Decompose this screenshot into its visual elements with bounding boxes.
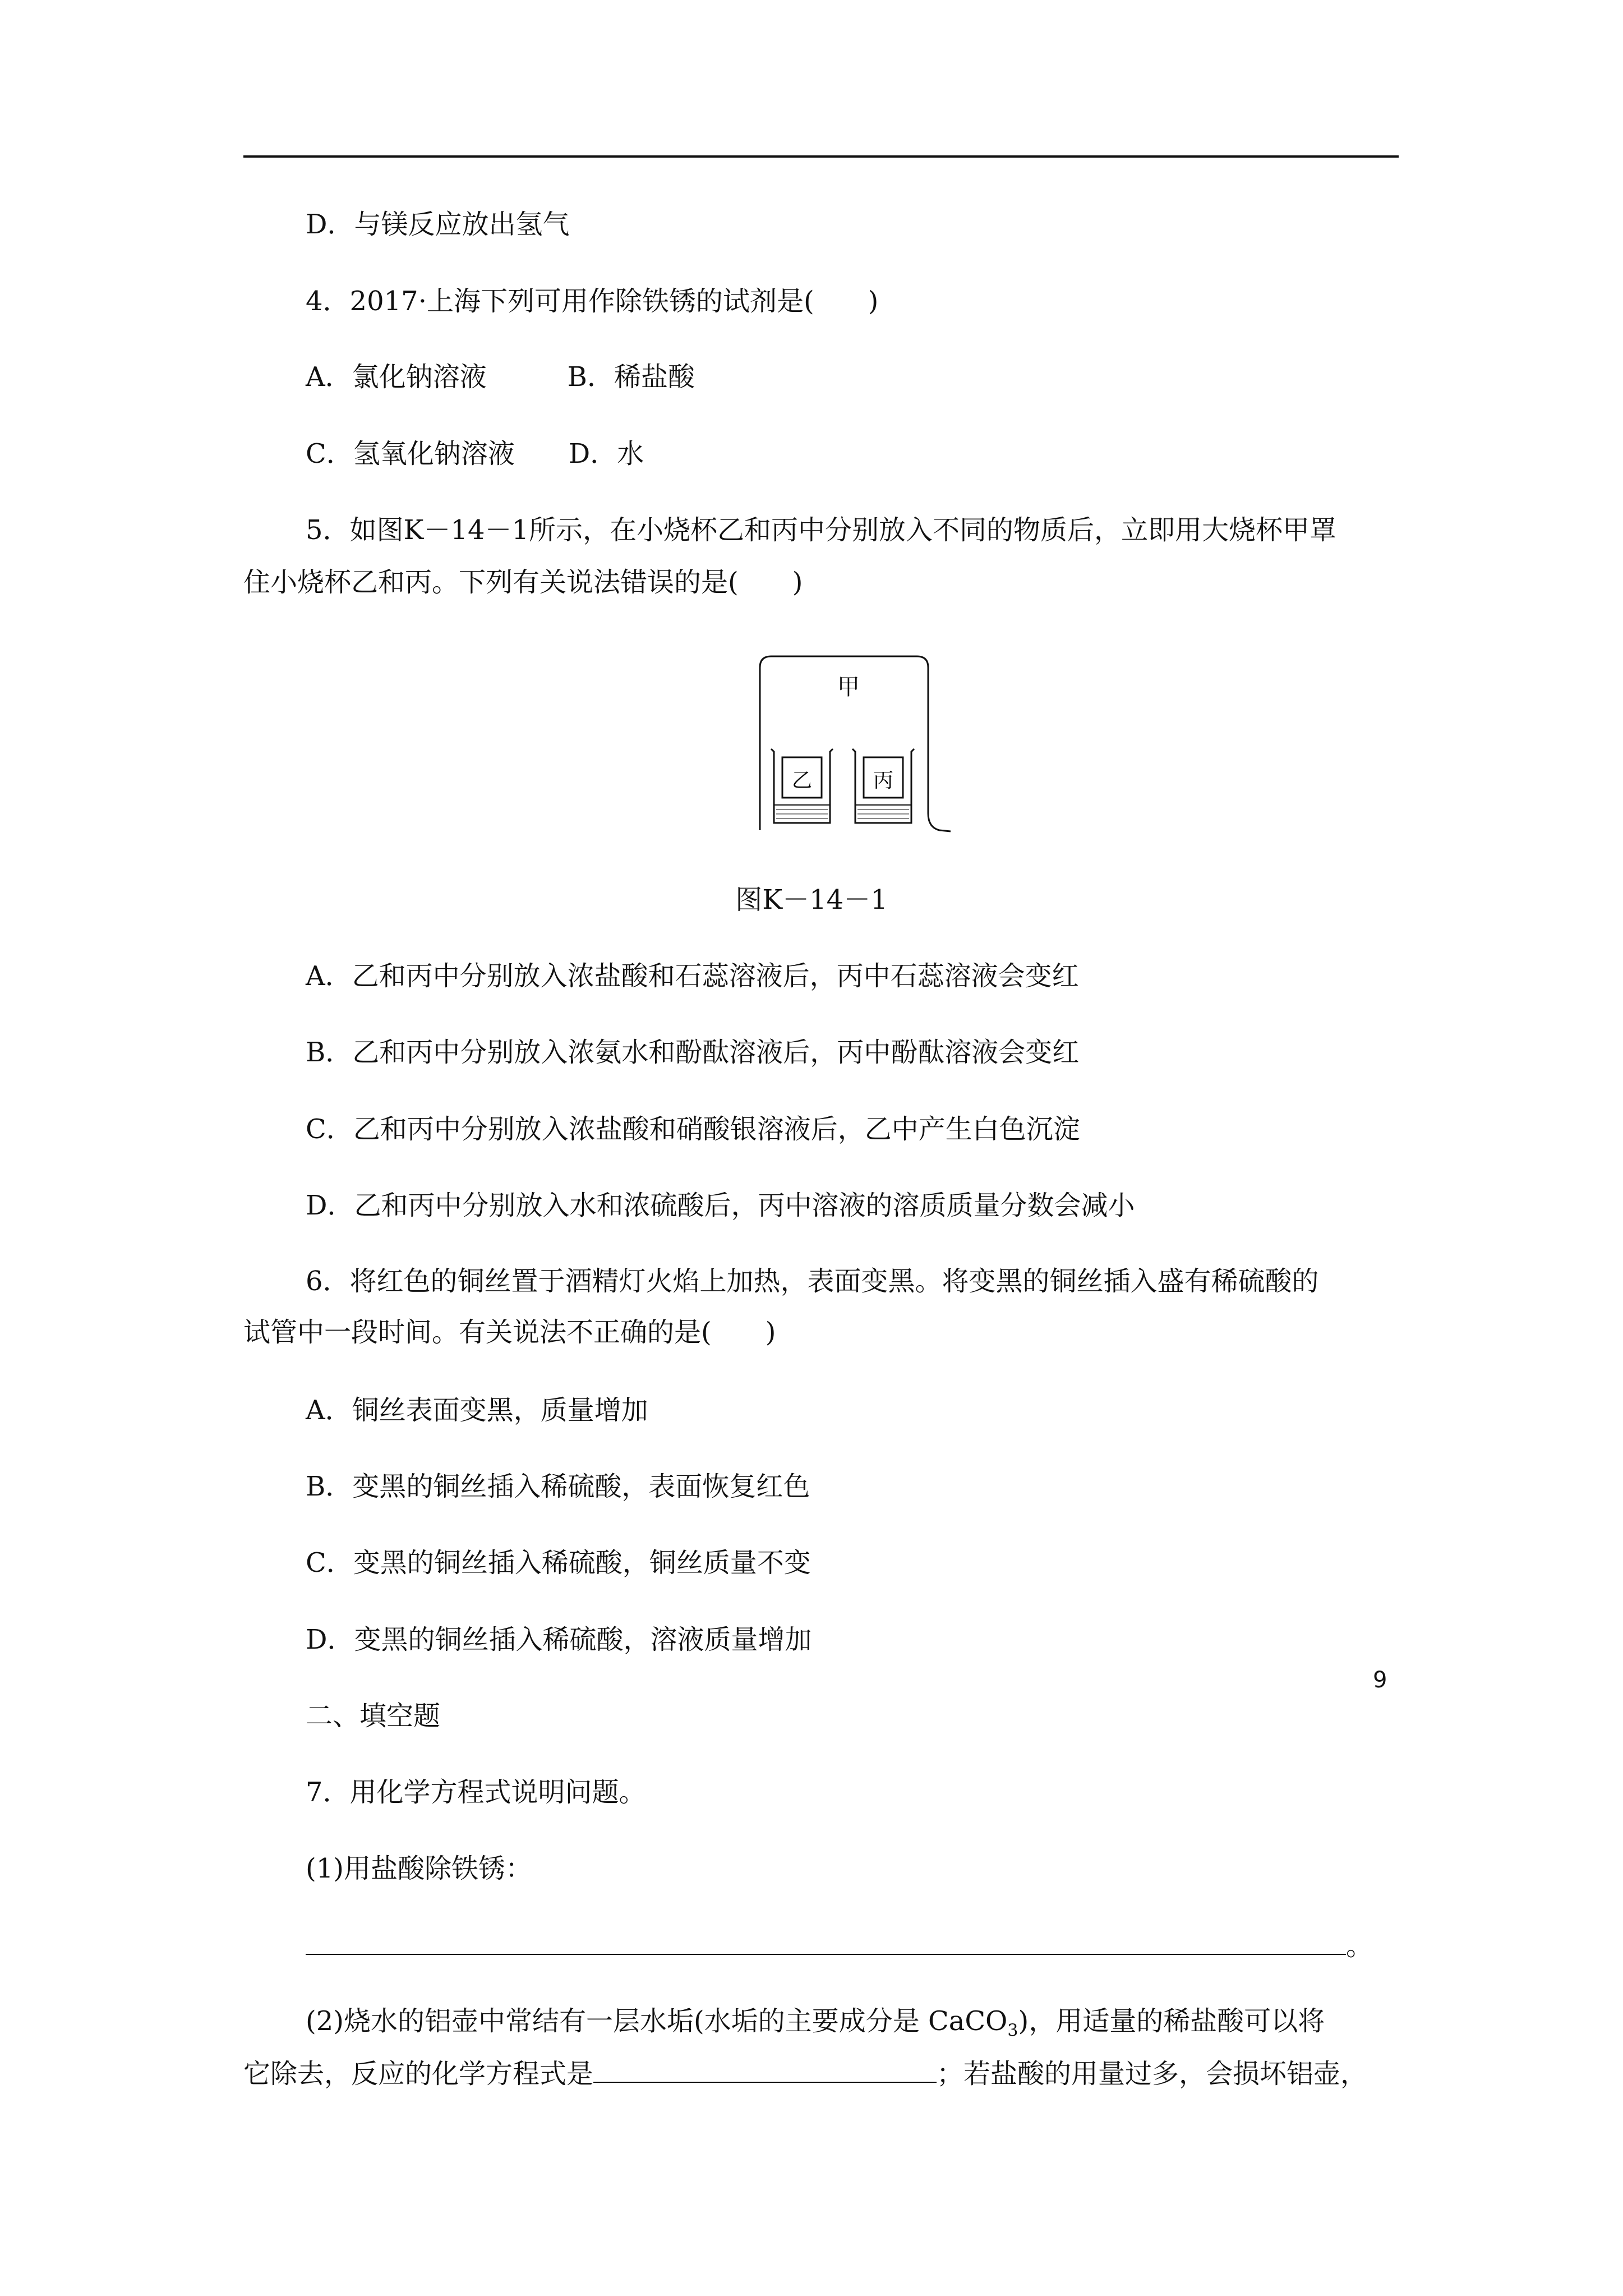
beaker-figure [729, 645, 953, 836]
label-jia: 甲 [837, 674, 860, 700]
q5-stem-line1: 5．如图K－14－1所示，在小烧杯乙和丙中分别放入不同的物质后，立即用大烧杯甲罩 [306, 514, 1337, 546]
header-rule [243, 155, 1399, 158]
q5-option-a: A．乙和丙中分别放入浓盐酸和石蕊溶液后，丙中石蕊溶液会变红 [306, 960, 1079, 992]
q7-part1: (1)用盐酸除铁锈： [306, 1853, 532, 1884]
figure-caption: 图K－14－1 [735, 884, 888, 915]
q7-part2-line1: (2)烧水的铝壶中常结有一层水垢(水垢的主要成分是 CaCO$_3$)，用适量的稀盐酸可以将 [306, 2005, 1325, 2041]
q6-stem-line2: 试管中一段时间。有关说法不正确的是( ) [243, 1317, 776, 1348]
label-bing: 丙 [873, 769, 894, 792]
section-fill-in-title: 二、填空题 [306, 1700, 441, 1732]
q6-option-c: C．变黑的铜丝插入稀硫酸，铜丝质量不变 [306, 1547, 811, 1579]
q4-stem: 4．2017·上海下列可用作除铁锈的试剂是( ) [306, 286, 879, 317]
page-number: 9 [1373, 1667, 1387, 1693]
q3-option-d: D．与镁反应放出氢气 [306, 209, 570, 240]
q6-option-a: A．铜丝表面变黑，质量增加 [306, 1395, 648, 1426]
label-yi: 乙 [791, 769, 813, 792]
answer-blank[interactable] [306, 1928, 1346, 1955]
q5-option-c: C．乙和丙中分别放入浓盐酸和硝酸银溶液后，乙中产生白色沉淀 [306, 1114, 1080, 1145]
q7-stem: 7．用化学方程式说明问题。 [306, 1777, 646, 1808]
q6-stem-line1: 6．将红色的铜丝置于酒精灯火焰上加热，表面变黑。将变黑的铜丝插入盛有稀硫酸的 [306, 1266, 1319, 1297]
answer-blank[interactable] [593, 2056, 937, 2083]
q7-part1-answer-line: 。 [306, 1928, 1373, 1963]
q4-options-ab: A．氯化钠溶液 B．稀盐酸 [306, 361, 695, 393]
q6-option-b: B．变黑的铜丝插入稀硫酸，表面恢复红色 [306, 1471, 810, 1502]
q5-option-b: B．乙和丙中分别放入浓氨水和酚酞溶液后，丙中酚酞溶液会变红 [306, 1037, 1080, 1068]
q7-part2-line2: 它除去，反应的化学方程式是 ；若盐酸的用量过多，会损坏铝壶， [243, 2056, 1367, 2091]
q5-stem-line2: 住小烧杯乙和丙。下列有关说法错误的是( ) [243, 567, 803, 598]
q4-options-cd: C．氢氧化钠溶液 D．水 [306, 438, 644, 470]
q6-option-d: D．变黑的铜丝插入稀硫酸，溶液质量增加 [306, 1624, 812, 1655]
q5-option-d: D．乙和丙中分别放入水和浓硫酸后，丙中溶液的溶质质量分数会减小 [306, 1190, 1135, 1221]
